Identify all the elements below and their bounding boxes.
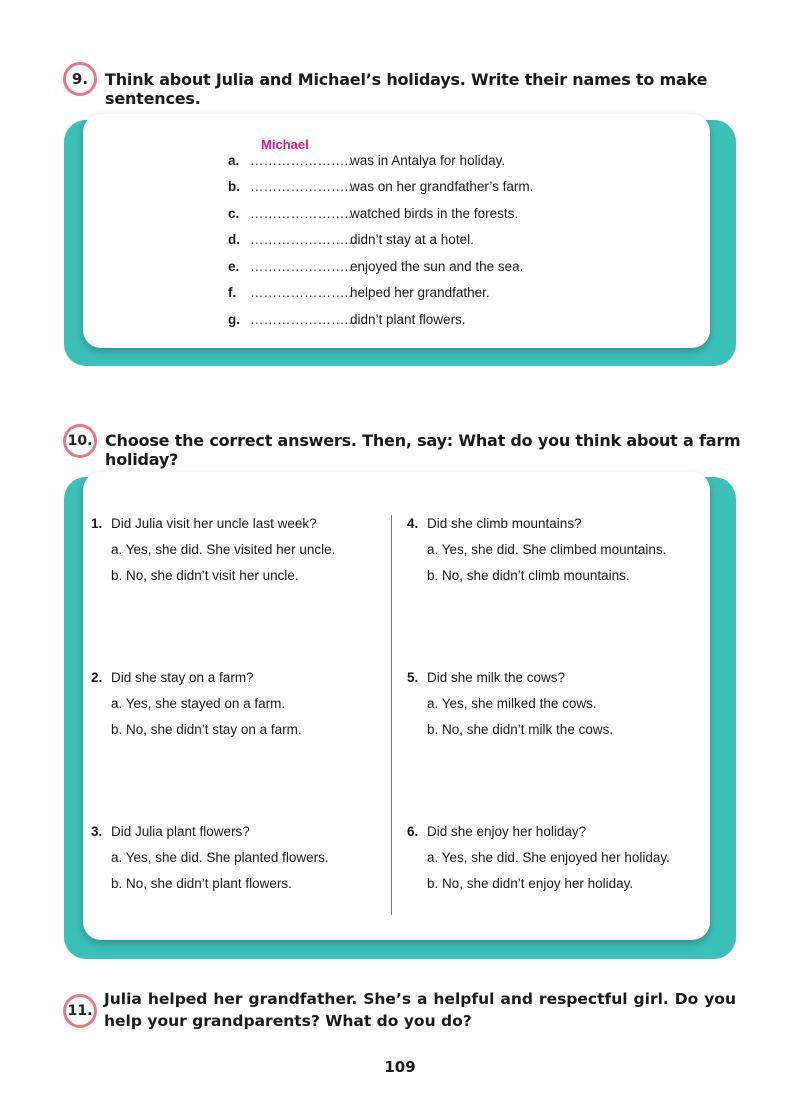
option-a[interactable]: a. Yes, she milked the cows.	[427, 695, 597, 711]
question-number: 6.	[407, 823, 419, 839]
question-number: 2.	[91, 669, 103, 685]
question-6	[407, 818, 670, 896]
question-4	[407, 510, 666, 588]
option-a[interactable]: a. Yes, she did. She climbed mountains.	[427, 541, 667, 557]
item-letter: c.	[228, 205, 240, 221]
item-text: watched birds in the forests.	[350, 205, 519, 221]
exercise-9-instruction: Think about Julia and Michael’s holidays. Write their names to make sentences.	[105, 70, 708, 108]
item-text: didn’t plant flowers.	[350, 311, 466, 327]
question-text: Did Julia plant flowers?	[111, 823, 250, 839]
list-item	[228, 306, 533, 333]
item-letter: e.	[228, 258, 240, 274]
item-letter: d.	[228, 232, 240, 248]
option-a[interactable]: a. Yes, she stayed on a farm.	[111, 695, 286, 711]
filled-answer: Michael	[261, 137, 309, 152]
question-number: 5.	[407, 669, 419, 685]
list-item	[228, 280, 533, 307]
option-a[interactable]: a. Yes, she did. She planted flowers.	[111, 849, 329, 865]
item-text: enjoyed the sun and the sea.	[350, 258, 524, 274]
option-b[interactable]: b. No, she didn’t milk the cows.	[427, 721, 614, 737]
item-letter: g.	[228, 311, 240, 327]
question-2	[91, 664, 302, 742]
question-3	[91, 818, 329, 896]
exercise-11-text: Julia helped her grandfather. She’s a helpful and respectful girl. Do you help your grandparents? What do you do?	[104, 990, 736, 1030]
exercise-9-list	[228, 137, 534, 333]
item-letter: b.	[228, 179, 240, 195]
question-text: Did she milk the cows?	[427, 669, 566, 685]
question-text: Did Julia visit her uncle last week?	[111, 515, 317, 531]
exercise-10-number: 10.	[63, 424, 97, 458]
answer-blank[interactable]: …………………..	[250, 311, 353, 327]
exercise-9-number: 9.	[63, 62, 97, 96]
answer-blank[interactable]: …………………..	[250, 205, 353, 221]
item-text: helped her grandfather.	[350, 285, 490, 301]
answer-blank[interactable]: …………………..	[250, 258, 353, 274]
item-letter: a.	[228, 152, 240, 168]
option-b[interactable]: b. No, she didn’t enjoy her holiday.	[427, 875, 634, 891]
exercise-11-number: 11.	[63, 994, 97, 1028]
question-number: 4.	[407, 515, 419, 531]
question-text: Did she climb mountains?	[427, 515, 582, 531]
answer-blank[interactable]: …………………..	[250, 232, 353, 248]
answer-blank[interactable]: …………………..	[250, 152, 353, 168]
question-1	[91, 510, 335, 588]
list-item	[228, 200, 533, 227]
option-b[interactable]: b. No, she didn’t plant flowers.	[111, 875, 292, 891]
option-a[interactable]: a. Yes, she did. She visited her uncle.	[111, 541, 336, 557]
question-number: 3.	[91, 823, 103, 839]
answer-blank[interactable]: …………………..	[250, 285, 353, 301]
page-number: 109	[384, 1058, 416, 1076]
column-divider	[391, 515, 392, 915]
list-item	[228, 253, 533, 280]
option-b[interactable]: b. No, she didn’t climb mountains.	[427, 567, 630, 583]
option-b[interactable]: b. No, she didn’t visit her uncle.	[111, 567, 299, 583]
question-text: Did she enjoy her holiday?	[427, 823, 587, 839]
option-a[interactable]: a. Yes, she did. She enjoyed her holiday.	[427, 849, 670, 865]
answer-blank[interactable]: …………………..	[250, 179, 353, 195]
question-number: 1.	[91, 515, 103, 531]
item-text: was on her grandfather’s farm.	[350, 179, 534, 195]
list-item	[228, 174, 533, 201]
question-text: Did she stay on a farm?	[111, 669, 254, 685]
question-5	[407, 664, 613, 742]
item-text: didn’t stay at a hotel.	[350, 232, 474, 248]
item-letter: f.	[228, 285, 237, 301]
list-item	[228, 227, 533, 254]
exercise-10-instruction: Choose the correct answers. Then, say: What do you think about a farm holiday?	[105, 431, 741, 469]
option-b[interactable]: b. No, she didn’t stay on a farm.	[111, 721, 302, 737]
item-text: was in Antalya for holiday.	[350, 152, 506, 168]
list-item	[228, 137, 533, 174]
